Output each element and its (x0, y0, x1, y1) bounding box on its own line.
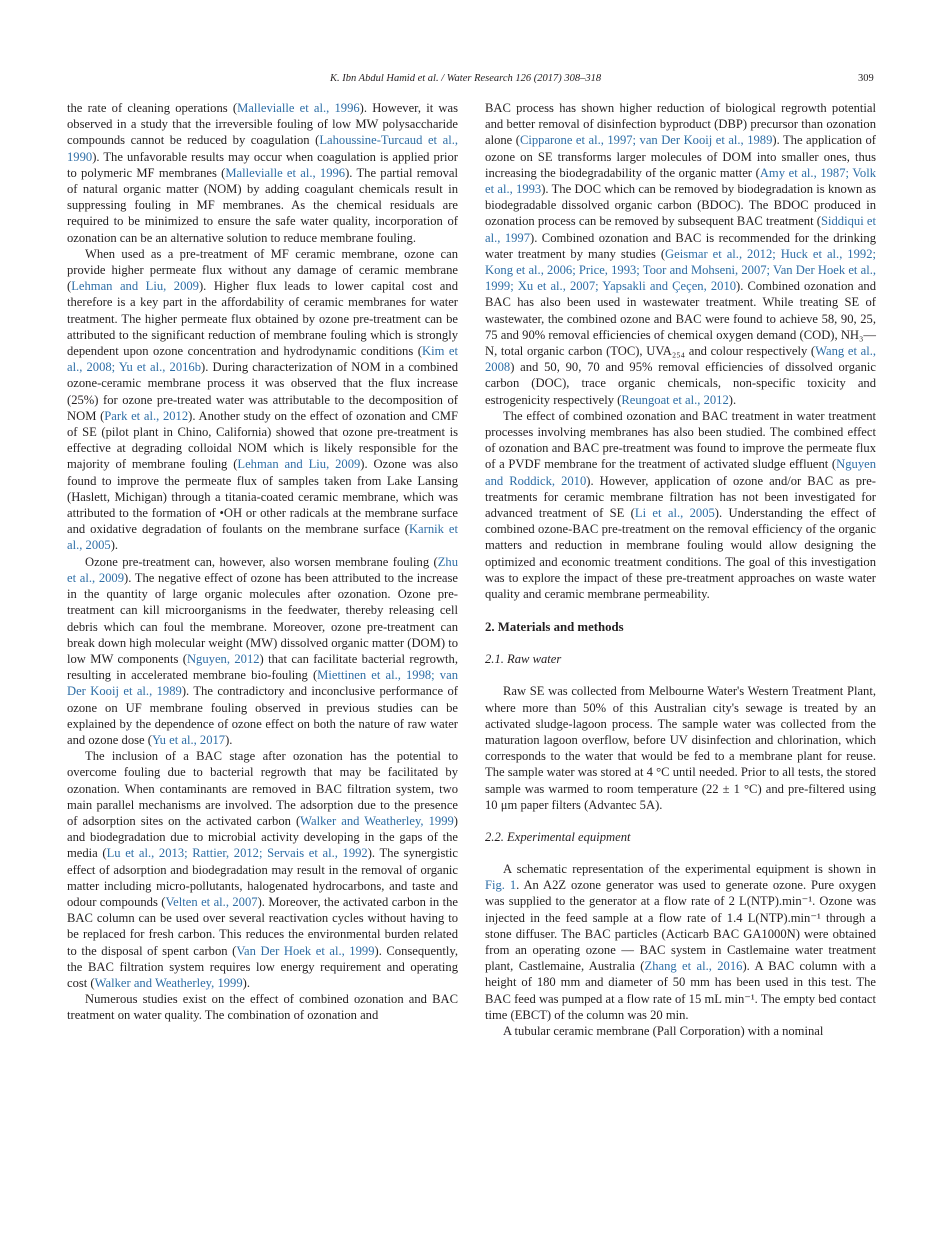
paragraph-text: ). A BAC column with a height of 180 mm and diameter of 50 mm has been used in this test. The BAC feed was pumped at a flow rate of 15 mL min⁻¹. The empty bed contact time (EBCT) of the column was 20 min. (485, 959, 876, 1022)
paragraph-text: ). (110, 538, 119, 553)
subsection-heading: 2.1. Raw water (485, 652, 562, 667)
paragraph-text: ). Ozone was also found to improve the permeate flux of samples taken from Lake Lansing (Haslett, Michigan) through a titania-coated ceramic membrane, which was attributed to the formation of •OH or other radicals at the membrane surface and oxidative degradation of foulants on the membrane surface ( (67, 457, 459, 537)
paragraph-text: ). Moreover, the activated carbon in the BAC column can be used over several reactivation cycles without having to be replaced for fresh carbon. This reduces the environmental burden related to the disposal of spent carbon ( (67, 894, 458, 958)
citation-link[interactable]: Zhu et al., 2009 (67, 554, 458, 585)
paragraph-text: A schematic representation of the experimental equipment is shown in (503, 861, 876, 876)
paragraph-text: ). However, application of ozone and/or BAC as pre-treatments for ceramic membrane filtration has not been investigated for advanced treatment of SE ( (485, 473, 876, 521)
paragraph-text: ). The partial removal of natural organic matter (NOM) by adding coagulant chemicals result in suppressing fouling in MF membranes. As the chemical residuals are required to be minimized to ensure the safe water quality, incorporation of ozonation can be an alternative solution to reduce membrane fouling. (67, 165, 458, 245)
citation-link[interactable]: Cipparone et al., 1997; van Der Kooij et al., 1989 (519, 133, 773, 148)
paragraph (67, 554, 458, 748)
page-number: 309 (858, 73, 874, 84)
paragraph-text: ) and biodegradation due to microbial activity developing in the gaps of the media ( (67, 813, 458, 861)
paragraph-text: When used as a pre-treatment of MF ceramic membrane, ozone can provide higher permeate flux without any damage of ceramic membrane ( (67, 246, 458, 294)
paragraph-text: the rate of cleaning operations ( (67, 101, 238, 115)
citation-link[interactable]: Zhang et al., 2016 (644, 959, 743, 974)
paragraph-text: The effect of combined ozonation and BAC treatment in water treatment processes involving membranes has also been studied. The combined effect of ozonation and BAC pre-treatment was found to improve the permeate flux of a PVDF membrane for the treatment of activated sludge effluent ( (485, 408, 876, 472)
journal-citation: K. Ibn Abdul Hamid et al. / Water Research 126 (2017) 308–318 (330, 73, 602, 84)
running-header (0, 70, 925, 88)
citation-link[interactable]: Geismar et al., 2012; Huck et al., 1992; Kong et al., 2006; Price, 1993; Toor and Mohseni, 2007; Van Der Hoek et al., 1999; Xu et al., 2007; Yapsakli and Çeçen, 2010 (485, 246, 876, 294)
citation-link[interactable]: Lehman and Liu, 2009 (71, 279, 199, 294)
citation-link[interactable]: Karnik et al., 2005 (67, 522, 458, 553)
paragraph-text: ). Higher flux leads to lower capital cost and therefore is a key part in the affordability of ceramic membranes for water treatment. The higher permeate flux obtained by ozone pre-treatment can be attributed to the significant reduction of membrane fouling which is strongly dependent upon ozone concentration and hydrodynamic conditions ( (67, 279, 458, 359)
citation-link[interactable]: Lu et al., 2013; Rattier, 2012; Servais et al., 1992 (106, 846, 368, 861)
paragraph (67, 246, 458, 554)
citation-link[interactable]: Walker and Weatherley, 1999 (300, 813, 454, 828)
paragraph (67, 748, 458, 991)
paragraph-text: ). However, it was observed in a study that the irreversible fouling of low MW polysaccharide compounds cannot be reduced by coagulation ( (67, 101, 458, 148)
citation-link[interactable]: Siddiqui et al., 1997 (485, 214, 876, 245)
paragraph-text: ). Another study on the effect of ozonation and CMF of SE (pilot plant in Chino, California) showed that ozone pre-treatment is effective at degrading colloidal NOM which is likely responsible for the majority of membrane fouling ( (67, 408, 459, 472)
paragraph (485, 861, 876, 1023)
citation-link[interactable]: Mallevialle et al., 1996 (237, 101, 360, 115)
paragraph-text: ). The synergistic effect of adsorption and biodegradation may result in the removal of organic matter including micro-pollutants, halogenated hydrocarbons, and taste and odour compounds ( (67, 846, 458, 909)
citation-link[interactable]: Park et al., 2012 (104, 408, 189, 423)
citation-link[interactable]: Fig. 1 (485, 878, 517, 893)
citation-link[interactable]: Walker and Weatherley, 1999 (94, 975, 243, 990)
paragraph (485, 1023, 876, 1039)
citation-link[interactable]: Lehman and Liu, 2009 (237, 457, 361, 472)
paragraph-text: ). The contradictory and inconclusive performance of ozone on UF membrane fouling observed in previous studies can be explained by the dependence of ozone effect on both the nature of raw water and ozone dose ( (67, 684, 458, 747)
citation-link[interactable]: Li et al., 2005 (634, 506, 715, 521)
citation-link[interactable]: Velten et al., 2007 (165, 894, 258, 909)
paragraph-text: ). The negative effect of ozone has been attributed to the increase in the quantity of large organic molecules after ozonation. Ozone pre-treatment can kill microorganisms in the feedwater, thereby releasing cell debris which can foul the membrane. Moreover, ozone pre-treatment can break down high molecular weight (MW) dissolved organic matter (DOM) to low MW components ( (67, 570, 458, 666)
citation-link[interactable]: Nguyen and Roddick, 2010 (485, 457, 876, 488)
paragraph-text: Numerous studies exist on the effect of combined ozonation and BAC treatment on water quality. The combination of ozonation and (67, 992, 458, 1023)
paragraph-text: ) and 50, 90, 70 and 95% removal efficiencies of dissolved organic carbon (DOC), trace organic chemicals, non-specific toxicity and estrogenicity respectively ( (485, 360, 876, 407)
paragraph (485, 408, 876, 602)
right-column (485, 100, 876, 1039)
paragraph-text: ). Combined ozonation and BAC has also been used in wastewater treatment. While treating SE of wastewater, the combined ozone and BAC were found to achieve 58, 90, 25, 75 and 90% removal efficiencies of chemical oxygen demand (COD), NH₃—N, total organic carbon (TOC), UVA₂₅₄ and colour respectively ( (485, 279, 876, 359)
citation-link[interactable]: Lahoussine-Turcaud et al., 1990 (67, 133, 459, 164)
paragraph-text: ). (242, 975, 250, 990)
paragraph-text: BAC process has shown higher reduction of biological regrowth potential and better removal of disinfection byproduct (DBP) precursor than ozonation alone ( (485, 101, 876, 148)
citation-link[interactable]: Miettinen et al., 1998; van Der Kooij et al., 1989 (67, 668, 458, 699)
paragraph-text: ) that can facilitate bacterial regrowth, resulting in accelerated membrane bio-fouling ( (67, 651, 459, 683)
paragraph (485, 100, 876, 408)
paragraph (485, 683, 876, 813)
paragraph-text: Raw SE was collected from Melbourne Water's Western Treatment Plant, where more than 50% of this Australian city's sewage is treated by an activated sludge-lagoon process. The sample water was collected from the maturation lagoon overflow, before UV disinfection and chlorination, which corresponds to the water that would be fed to a membrane plant for reuse. The sample water was stored at 4 °C until needed. Prior to all tests, the stored sample was warmed to room temperature (22 ± 1 °C) and pre-filtered using 10 μm paper filters (Advantec 5A). (485, 684, 876, 812)
citation-link[interactable]: Reungoat et al., 2012 (621, 392, 729, 407)
paragraph-text: ). (225, 732, 233, 747)
citation-link[interactable]: Yu et al., 2017 (151, 732, 226, 747)
citation-link[interactable]: Van Der Hoek et al., 1999 (236, 943, 375, 958)
paragraph-text: ). Consequently, the BAC filtration system requires low energy requirement and operating cost ( (67, 943, 458, 990)
paragraph-text: ). The DOC which can be removed by biodegradation is known as biodegradable dissolved organic carbon (BDOC). The BDOC produced in ozonation process can be removed by subsequent BAC treatment ( (485, 182, 877, 229)
paragraph-text: ). The application of ozone on SE transforms larger molecules of DOM into smaller ones, thus increasing the biodegradability of the organic matter ( (485, 133, 876, 180)
citation-link[interactable]: Mallevialle et al., 1996 (225, 165, 346, 180)
paragraph (67, 991, 458, 1023)
subsection-heading: 2.2. Experimental equipment (485, 829, 631, 844)
paragraph-text: A tubular ceramic membrane (Pall Corporation) with a nominal (503, 1023, 824, 1038)
citation-link[interactable]: Nguyen, 2012 (186, 651, 260, 666)
paragraph-text: The inclusion of a BAC stage after ozonation has the potential to overcome fouling due to bacterial regrowth that may be facilitated by ozonation. When contaminants are removed in BAC filtration system, two main parallel mechanisms are involved. The adsorption due to the presence of adsorption sites on the activated carbon ( (67, 749, 458, 828)
paragraph-text: ). During characterization of NOM in a combined ozone-ceramic membrane process it was observed that the flux increase (25%) for ozone pre-treated water was attributable to the decomposition of NOM ( (67, 360, 458, 423)
citation-link[interactable]: Kim et al., 2008; Yu et al., 2016b (67, 344, 458, 375)
citation-link[interactable]: Amy et al., 1987; Volk et al., 1993 (485, 165, 876, 197)
citation-link[interactable]: Wang et al., 2008 (485, 344, 876, 375)
paragraph-text: ). Understanding the effect of combined ozone-BAC pre-treatment on the removal efficiency of the organic matters and reduction in membrane fouling would allow designing the optimized and economic treatment conditions. The goal of this investigation was to explore the impact of these pre-treatment approaches on waste water quality and ceramic membrane permeability. (485, 506, 876, 602)
paragraph-text: ). The unfavorable results may occur when coagulation is applied prior to polymeric MF membranes ( (67, 149, 458, 180)
paragraph-text: ). (728, 392, 737, 407)
paragraph-text: ). Combined ozonation and BAC is recommended for the drinking water treatment by many studies ( (485, 230, 876, 261)
paragraph-text: Ozone pre-treatment can, however, also worsen membrane fouling ( (85, 554, 438, 569)
paragraph-text: . An A2Z ozone generator was used to generate ozone. Pure oxygen was supplied to the generator at a flow rate of 2 L(NTP).min⁻¹. Ozone was injected in the feed sample at a flow rate of 1.4 L(NTP).min⁻¹ through a stone diffuser. The BAC particles (Acticarb BAC GA1000N) were obtained from an operating ozone — BAC system in Castlemaine water treatment plant, Castlemaine, Australia ( (485, 878, 876, 974)
section-heading: 2. Materials and methods (485, 620, 624, 635)
left-column (67, 100, 458, 1024)
paragraph (67, 100, 458, 246)
